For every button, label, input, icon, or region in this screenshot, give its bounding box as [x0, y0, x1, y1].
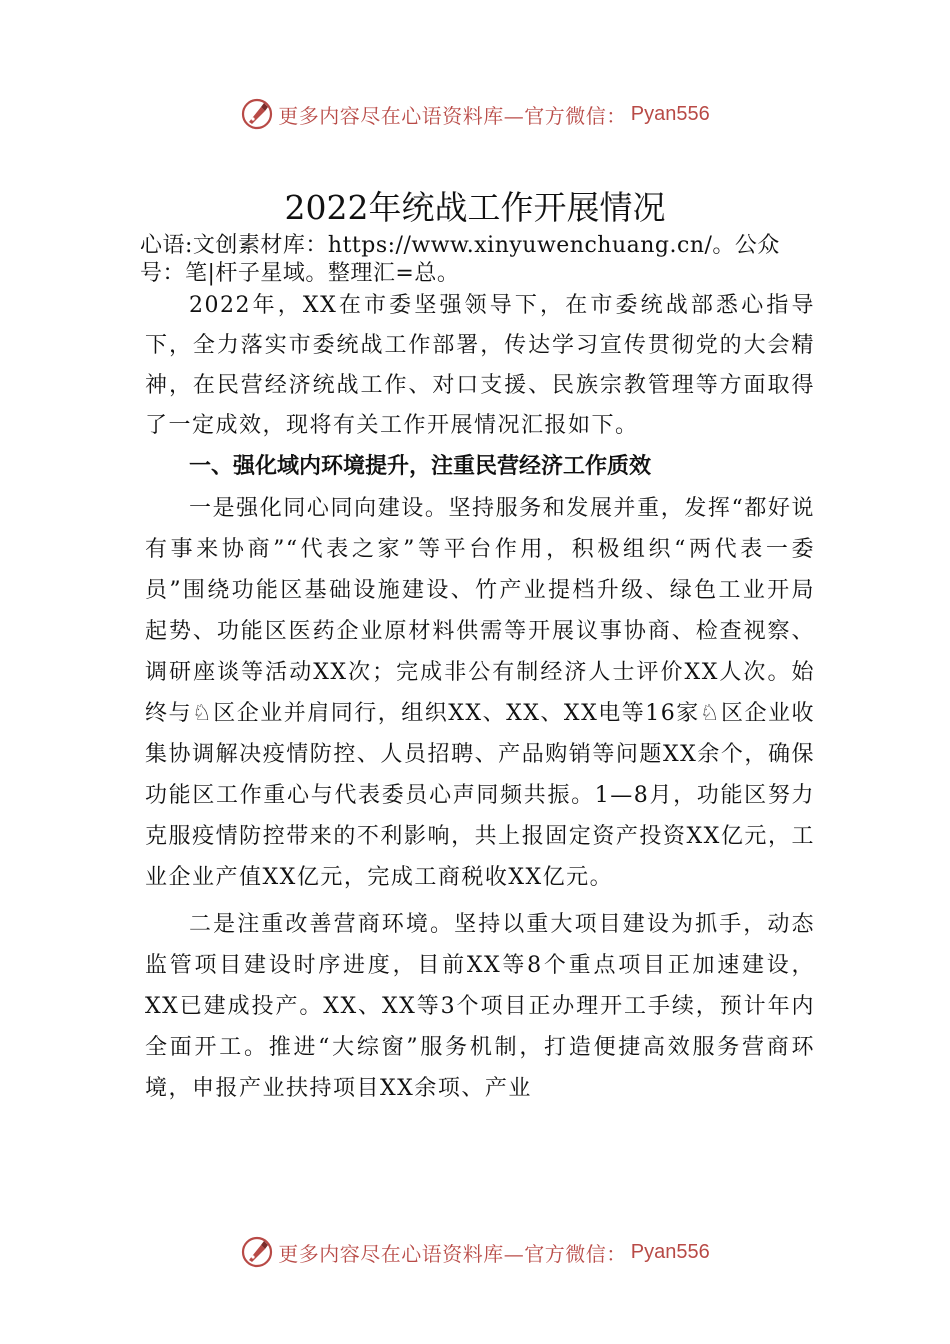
header-banner	[0, 94, 950, 134]
body-paragraph-1: 一是强化同心同向建设。坚持服务和发展并重，发挥“都好说有事来协商”“代表之家”等平台作用，积极组织“两代表一委员”围绕功能区基础设施建设、竹产业提档升级、绿色工业开局起势、功能区医药企业原材料供需等开展议事协商、检查视察、调研座谈等活动XX次；完成非公有制经济人士评价XX人次。始终与♘区企业并肩同行，组织XX、XX、XX电等16家♘区企业收集协调解决疫情防控、人员招聘、产品购销等问题XX余个，确保功能区工作重心与代表委员心声同频共振。1—8月，功能区努力克服疫情防控带来的不利影响，共上报固定资产投资XX亿元，工业企业产值XX亿元，完成工商税收XX亿元。	[145, 496, 815, 890]
intro-paragraph: 2022年，XX在市委坚强领导下，在市委统战部悉心指导下，全力落实市委统战工作部署，传达学习宣传贯彻党的大会精神，在民营经济统战工作、对口支援、民族宗教管理等方面取得了一定成效，现将有关工作开展情况汇报如下。	[145, 293, 815, 438]
source-note: 心语:文创素材库：https://www.xinyuwenchuang.cn/。公众号：笔|杆子星域。整理汇=总。	[140, 233, 780, 286]
banner-text: 更多内容尽在心语资料库—官方微信：	[278, 1241, 627, 1266]
footer-banner	[0, 1232, 950, 1272]
section-heading-1: 一、强化域内环境提升，注重民营经济工作质效	[189, 454, 652, 479]
body-paragraph-2: 二是注重改善营商环境。坚持以重大项目建设为抓手，动态监管项目建设时序进度，目前XX等8个重点项目正加速建设，XX已建成投产。XX、XX等3个项目正办理开工手续，预计年内全面开工。推进“大综窗”服务机制，打造便捷高效服务营商环境，申报产业扶持项目XX余项、产业	[145, 912, 815, 1101]
pen-nib-icon	[240, 1235, 274, 1269]
document-body	[145, 286, 815, 1109]
banner-wechat-id: Pyan556	[630, 102, 710, 125]
banner-text: 更多内容尽在心语资料库—官方微信：	[278, 103, 627, 128]
banner-wechat-id: Pyan556	[630, 1240, 710, 1263]
document-title: 2022年统战工作开展情况	[284, 188, 666, 227]
pen-nib-icon	[240, 97, 274, 131]
